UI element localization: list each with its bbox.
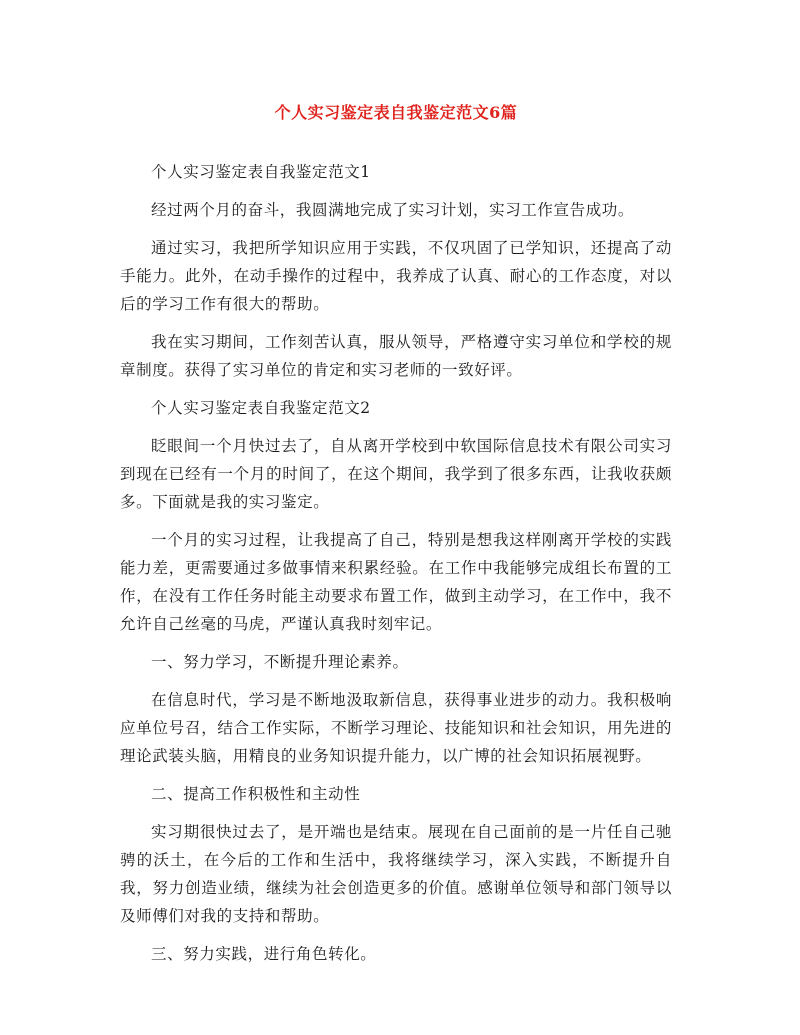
section-heading-1: 个人实习鉴定表自我鉴定范文1 <box>151 163 371 181</box>
paragraph: 通过实习，我把所学知识应用于实践，不仅巩固了已学知识，还提高了动手能力。此外，在动手操作的过程中，我养成了认真、耐心的工作态度，对以后的学习工作有很大的帮助。 <box>120 239 672 313</box>
paragraph: 我在实习期间，工作刻苦认真，服从领导，严格遵守实习单位和学校的规章制度。获得了实习单位的肯定和实习老师的一致好评。 <box>120 333 672 379</box>
document-title: 个人实习鉴定表自我鉴定范文6篇 <box>274 103 518 122</box>
subheading-2: 二、提高工作积极性和主动性 <box>151 785 361 803</box>
paragraph: 实习期很快过去了，是开端也是结束。展现在自己面前的是一片任自己驰骋的沃土，在今后的工作和生活中，我将继续学习，深入实践，不断提升自我，努力创造业绩，继续为社会创造更多的价值。感谢单位领导和部门领导以及师傅们对我的支持和帮助。 <box>120 823 672 925</box>
paragraph: 在信息时代，学习是不断地汲取新信息，获得事业进步的动力。我积极响应单位号召，结合工作实际，不断学习理论、技能知识和社会知识，用先进的理论武装头脑，用精良的业务知识提升能力，以广博的社会知识拓展视野。 <box>120 691 672 765</box>
paragraph: 经过两个月的奋斗，我圆满地完成了实习计划，实习工作宣告成功。 <box>151 201 635 219</box>
paragraph: 眨眼间一个月快过去了，自从离开学校到中软国际信息技术有限公司实习到现在已经有一个月的时间了，在这个期间，我学到了很多东西，让我收获颇多。下面就是我的实习鉴定。 <box>120 437 672 511</box>
subheading-1: 一、努力学习，不断提升理论素养。 <box>151 653 409 671</box>
subheading-3: 三、努力实践，进行角色转化。 <box>151 945 377 963</box>
paragraph: 一个月的实习过程，让我提高了自己，特别是想我这样刚离开学校的实践能力差，更需要通过多做事情来积累经验。在工作中我能够完成组长布置的工作，在没有工作任务时能主动要求布置工作，做到主动学习，在工作中，我不允许自己丝毫的马虎，严谨认真我时刻牢记。 <box>120 531 672 633</box>
section-heading-2: 个人实习鉴定表自我鉴定范文2 <box>151 399 371 417</box>
